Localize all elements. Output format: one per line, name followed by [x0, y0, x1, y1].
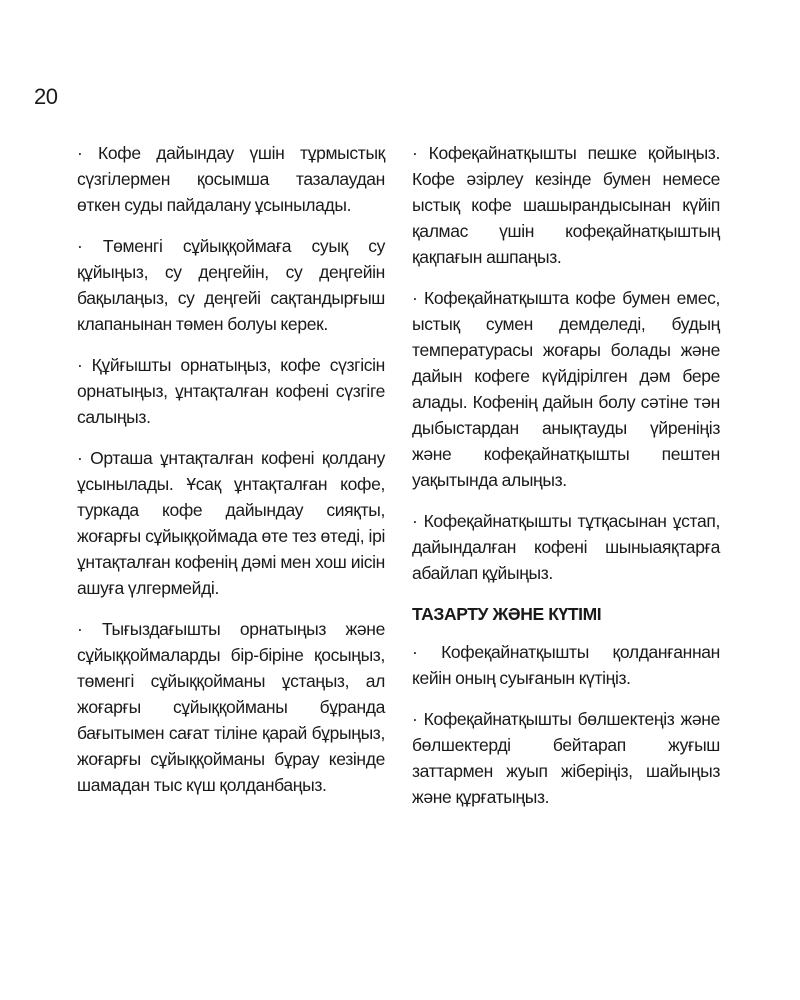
left-paragraph-2: · Төменгі сұйыққоймаға суық су құйыңыз, су деңгейін, су деңгейін бақылаңыз, су деңгейі сақтандырғыш клапанынан төмен болуы керек. [77, 236, 385, 334]
left-paragraph-1: · Кофе дайындау үшін тұрмыстық сүзгілермен қосымша тазалаудан өткен суды пайдалану ұсынылады. [77, 143, 385, 215]
cleaning-paragraph-2: · Кофеқайнатқышты бөлшектеңіз және бөлшектерді бейтарап жуғыш заттармен жуып жіберіңіз, шайыңыз және құрғатыңыз. [412, 709, 720, 807]
cleaning-paragraph-1: · Кофеқайнатқышты қолданғаннан кейін оның суығанын күтіңіз. [412, 642, 720, 688]
left-paragraph-5: · Тығыздағышты орнатыңыз және сұйыққоймаларды бір-біріне қосыңыз, төменгі сұйыққойманы ұстаңыз, ал жоғарғы сұйыққойманы бұранда бағытымен сағат тіліне қарай бұрыңыз, жоғарғы сұйыққойманы бұрау кезінде шамадан тыс күш қолданбаңыз. [77, 619, 385, 795]
right-paragraph-2: · Кофеқайнатқышта кофе бумен емес, ыстық сумен демделеді, будың температурасы жоғары болады және дайын кофеге күйдірілген дәм бере алады. Кофенің дайын болу сәтіне тән дыбыстардан анықтауды үйреніңіз және кофеқайнатқышты пештен уақытында алыңыз. [412, 288, 720, 490]
right-paragraph-1: · Кофеқайнатқышты пешке қойыңыз. Кофе әзірлеу кезінде бумен немесе ыстық кофе шашырандысынан күйіп қалмас үшін кофеқайнатқыштың қақпағын ашпаңыз. [412, 143, 720, 267]
right-paragraph-3: · Кофеқайнатқышты тұтқасынан ұстап, дайындалған кофені шыныаяқтарға абайлап құйыңыз. [412, 511, 720, 583]
left-column [77, 140, 385, 813]
page-number: 20 [34, 84, 58, 109]
left-paragraph-3: · Құйғышты орнатыңыз, кофе сүзгісін орнатыңыз, ұнтақталған кофені сүзгіге салыңыз. [77, 355, 385, 427]
section-heading-cleaning: ТАЗАРТУ ЖӘНЕ КҮТІМІ [412, 604, 602, 624]
right-column [412, 140, 720, 825]
left-paragraph-4: · Орташа ұнтақталған кофені қолдану ұсынылады. Ұсақ ұнтақталған кофе, туркада кофе дайындау сияқты, жоғарғы сұйыққоймада өте тез өтеді, ірі ұнтақталған кофенің дәмі мен хош иісін ашуға үлгермейді. [77, 448, 385, 598]
